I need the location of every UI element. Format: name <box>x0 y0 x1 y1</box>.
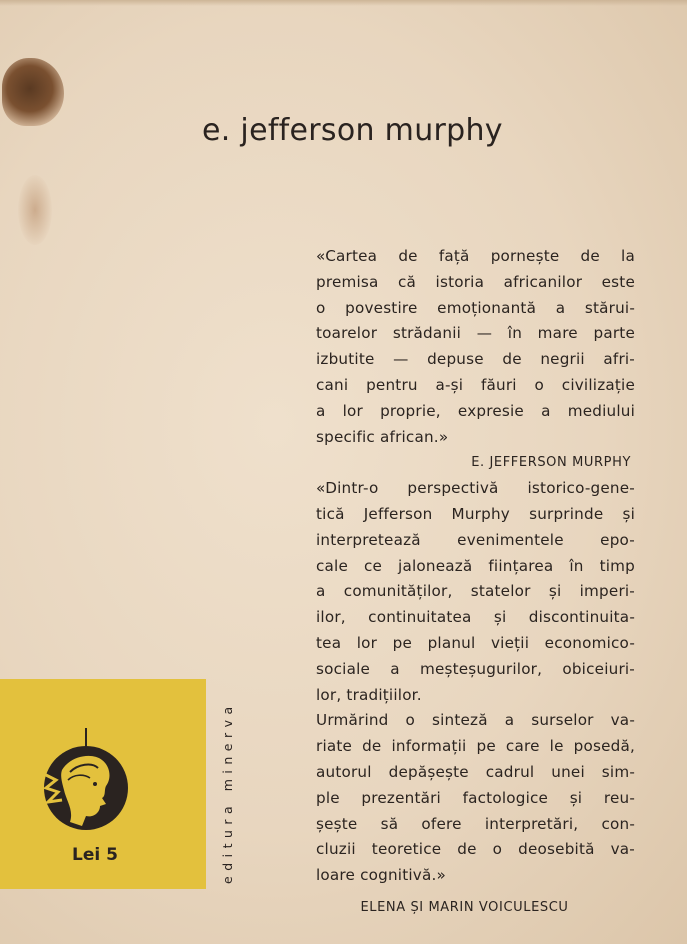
text-line: «Dintr-o perspectivă istorico-gene- <box>316 479 635 498</box>
stain-spot <box>2 58 64 126</box>
text-line: lor, tradițiilor. <box>316 685 422 704</box>
text-line: toarelor strădanii — în mare parte <box>316 324 635 343</box>
text-line: șește să ofere interpretări, con- <box>316 814 635 833</box>
quote-2 <box>316 476 635 708</box>
text-line: ilor, continuitatea și discontinuita- <box>316 608 635 627</box>
quote-1-signature: E. JEFFERSON MURPHY <box>471 455 631 471</box>
text-line: autorul depășește cadrul unei sim- <box>316 762 635 781</box>
back-cover-text <box>316 244 635 921</box>
quote-2-signature: ELENA ȘI MARIN VOICULESCU <box>360 899 569 915</box>
text-line: tea lor pe planul vieții economico- <box>316 633 635 652</box>
text-line: sociale a meșteșugurilor, obiceiuri- <box>316 659 635 678</box>
quote-3 <box>316 708 635 889</box>
edge-shadow <box>0 0 687 6</box>
text-line: tică Jefferson Murphy surprinde și <box>316 504 635 523</box>
text-line: Urmărind o sinteză a surselor va- <box>316 711 635 730</box>
quote-1 <box>316 244 635 450</box>
text-line: a comunităților, statelor și imperi- <box>316 582 635 601</box>
price-label: Lei 5 <box>72 845 118 865</box>
text-line: interpretează evenimentele epo- <box>316 530 635 549</box>
text-line: cluzii teoretice de o deosebită va- <box>316 840 635 859</box>
text-line: premisa că istoria africanilor este <box>316 272 635 291</box>
text-line: cani pentru a-și făuri o civilizație <box>316 375 635 394</box>
text-line: specific african.» <box>316 427 449 446</box>
text-line: izbutite — depuse de negrii afri- <box>316 350 635 369</box>
text-line: a lor proprie, expresie a mediului <box>316 401 635 420</box>
text-line: loare cognitivă.» <box>316 866 447 885</box>
stain-spot <box>18 175 52 245</box>
text-line: cale ce jalonează ființarea în timp <box>316 556 635 575</box>
text-line: ple prezentări factologice și reu- <box>316 788 635 807</box>
text-line: riate de informații pe care le posedă, <box>316 737 635 756</box>
text-line: «Cartea de față pornește de la <box>316 247 635 265</box>
text-line: o povestire emoționantă a stărui- <box>316 298 635 317</box>
publisher-imprint: editura minerva <box>220 701 235 885</box>
author-heading: e. jefferson murphy <box>202 113 503 148</box>
minerva-helmet-head-logo <box>40 726 132 832</box>
